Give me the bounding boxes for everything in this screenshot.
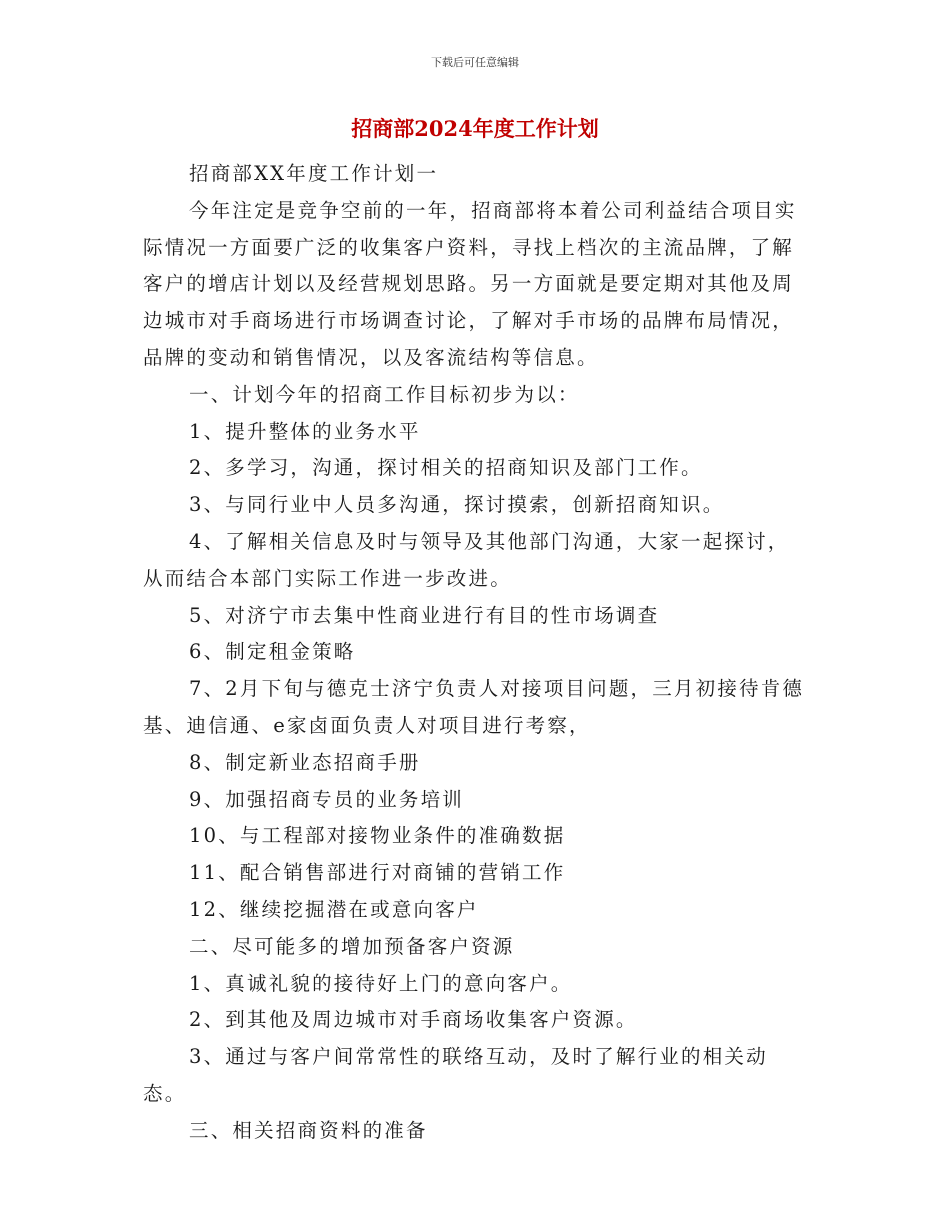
paragraph-intro: 今年注定是竞争空前的一年，招商部将本着公司利益结合项目实际情况一方面要广泛的收集客户资料，寻找上档次的主流品牌，了解客户的增店计划以及经营规划思路。另一方面就是要定期对其他及周边城市对手商场进行市场调查讨论，了解对手市场的品牌布局情况，品牌的变动和销售情况，以及客流结构等信息。 — [143, 198, 797, 369]
list-item: 4、了解相关信息及时与领导及其他部门沟通，大家一起探讨，从而结合本部门实际工作进一步改进。 — [143, 529, 790, 590]
list-item: 2、到其他及周边城市对手商场收集客户资源。 — [189, 1008, 638, 1032]
document-title: 招商部2024年度工作计划 — [351, 116, 599, 141]
section-heading-3: 三、相关招商资料的准备 — [189, 1118, 428, 1142]
header-note: 下载后可任意编辑 — [431, 56, 519, 69]
paragraph-subtitle: 招商部XX年度工作计划一 — [189, 162, 439, 185]
list-item: 9、加强招商专员的业务培训 — [189, 787, 465, 811]
list-item: 11、配合销售部进行对商铺的营销工作 — [189, 861, 566, 885]
list-item: 7、2月下旬与德克士济宁负责人对接项目问题，三月初接待肯德基、迪信通、e家卤面负责人对项目进行考察， — [143, 677, 805, 737]
list-item: 1、提升整体的业务水平 — [189, 419, 421, 443]
section-heading-2: 二、尽可能多的增加预备客户资源 — [189, 934, 515, 958]
list-item: 3、通过与客户间常常性的联络互动，及时了解行业的相关动态。 — [143, 1045, 768, 1105]
list-item: 12、继续挖掘潜在或意向客户 — [189, 897, 479, 921]
list-item: 5、对济宁市去集中性商业进行有目的性市场调查 — [189, 603, 660, 627]
list-item: 6、制定租金策略 — [189, 640, 356, 664]
list-item: 10、与工程部对接物业条件的准确数据 — [189, 824, 566, 848]
section-heading-1: 一、计划今年的招商工作目标初步为以： — [189, 382, 580, 406]
list-item: 8、制定新业态招商手册 — [189, 750, 421, 774]
document-body — [143, 156, 811, 1150]
list-item: 3、与同行业中人员多沟通，探讨摸索，创新招商知识。 — [189, 493, 725, 517]
list-item: 1、真诚礼貌的接待好上门的意向客户。 — [189, 971, 573, 995]
list-item: 2、多学习，沟通，探讨相关的招商知识及部门工作。 — [189, 456, 703, 480]
